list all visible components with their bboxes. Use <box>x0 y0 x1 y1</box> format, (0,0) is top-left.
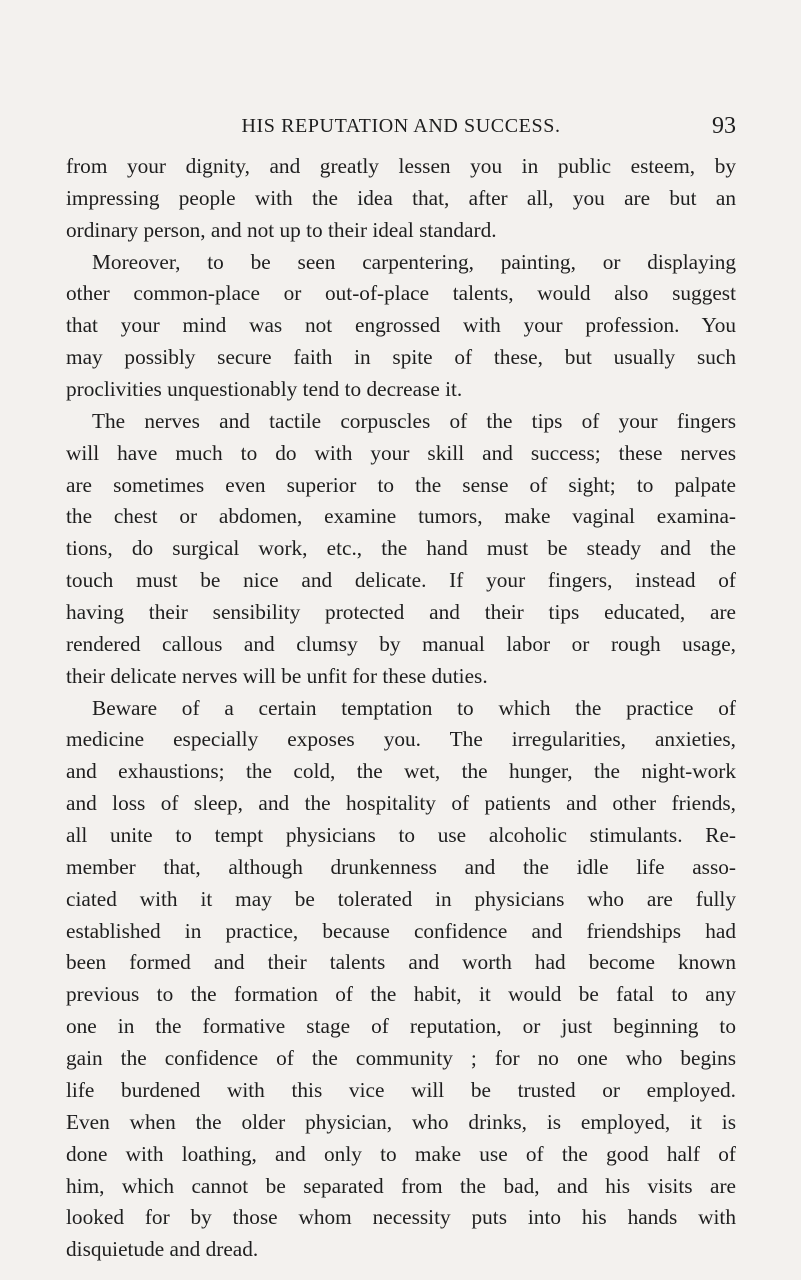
text-line: other common-place or out-of-place talents, would also suggest <box>66 281 736 306</box>
text-line: will have much to do with your skill and success; these nerves <box>66 440 736 465</box>
text-line: been formed and their talents and worth had become known <box>66 950 736 975</box>
running-title: HIS REPUTATION AND SUCCESS. <box>241 115 561 137</box>
text-line: one in the formative stage of reputation, or just beginning to <box>66 1014 736 1039</box>
text-line: looked for by those whom necessity puts into his hands with <box>66 1205 736 1230</box>
text-line: him, which cannot be separated from the bad, and his visits are <box>66 1173 736 1198</box>
text-line: touch must be nice and delicate. If your fingers, instead of <box>66 568 736 593</box>
text-line: previous to the formation of the habit, it would be fatal to any <box>66 982 736 1007</box>
text-line: Beware of a certain temptation to which the practice of <box>92 695 736 720</box>
text-line: done with loathing, and only to make use of the good half of <box>66 1141 736 1166</box>
text-line: tions, do surgical work, etc., the hand must be steady and the <box>66 536 736 561</box>
text-line: and loss of sleep, and the hospitality of patients and other friends, <box>66 791 736 816</box>
text-line: proclivities unquestionably tend to decrease it. <box>66 377 463 402</box>
text-line: gain the confidence of the community ; for no one who begins <box>66 1046 736 1071</box>
body-text <box>66 151 736 1266</box>
text-line: established in practice, because confidence and friendships had <box>66 918 736 943</box>
text-line: having their sensibility protected and their tips educated, are <box>66 600 736 625</box>
text-line: are sometimes even superior to the sense of sight; to palpate <box>66 472 736 497</box>
page-number: 93 <box>712 113 736 139</box>
text-line: may possibly secure faith in spite of these, but usually such <box>66 345 736 370</box>
text-line: the chest or abdomen, examine tumors, make vaginal examina- <box>66 504 736 529</box>
text-line: The nerves and tactile corpuscles of the tips of your fingers <box>92 408 736 433</box>
text-line: impressing people with the idea that, after all, you are but an <box>66 185 736 210</box>
text-line: life burdened with this vice will be trusted or employed. <box>66 1077 736 1102</box>
text-line: and exhaustions; the cold, the wet, the hunger, the night-work <box>66 759 736 784</box>
text-line: ordinary person, and not up to their ideal standard. <box>66 217 497 242</box>
text-line: member that, although drunkenness and the idle life asso- <box>66 854 736 879</box>
text-line: Even when the older physician, who drinks, is employed, it is <box>66 1109 736 1134</box>
running-head <box>66 112 736 140</box>
text-line: rendered callous and clumsy by manual labor or rough usage, <box>66 631 736 656</box>
text-line: that your mind was not engrossed with your profession. You <box>66 313 736 338</box>
text-line: all unite to tempt physicians to use alcoholic stimulants. Re- <box>66 823 736 848</box>
text-line: ciated with it may be tolerated in physicians who are fully <box>66 886 736 911</box>
text-line: medicine especially exposes you. The irregularities, anxieties, <box>66 727 736 752</box>
text-line: Moreover, to be seen carpentering, painting, or displaying <box>92 249 736 274</box>
text-line: from your dignity, and greatly lessen you in public esteem, by <box>66 154 736 178</box>
text-line: disquietude and dread. <box>66 1237 259 1262</box>
text-line: their delicate nerves will be unfit for these duties. <box>66 663 488 688</box>
